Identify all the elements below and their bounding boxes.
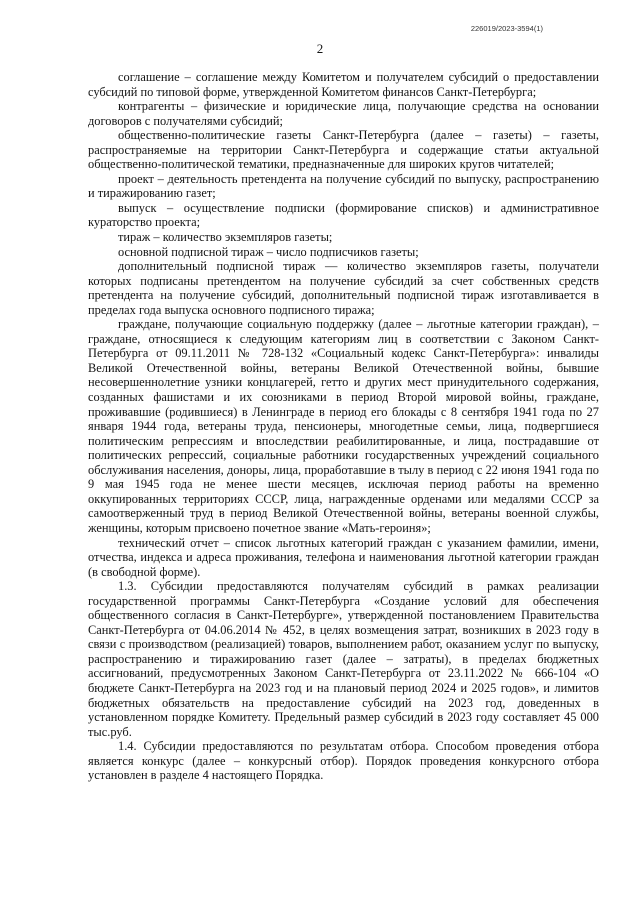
document-body — [88, 70, 599, 783]
paragraph-newspapers: общественно-политические газеты Санкт-Петербурга (далее – газеты) – газеты, распространяемые на территории Санкт-Петербурга и содержащие статьи актуальной общественно-политической тематики, предназначенные для широких кругов читателей; — [88, 128, 599, 172]
paragraph-contractors: контрагенты – физические и юридические лица, получающие средства на основании договоров с получателями субсидий; — [88, 99, 599, 128]
paragraph-technical-report: технический отчет – список льготных категорий граждан с указанием фамилии, имени, отчества, индекса и адреса проживания, телефона и наименования льготной категории граждан (в свободной форме). — [88, 535, 599, 579]
paragraph-beneficiary-citizens: граждане, получающие социальную поддержку (далее – льготные категории граждан), – граждане, относящиеся к следующим категориям лиц в соответствии с Законом Санкт-Петербурга от 09.11.2011 № 728-132 «Социальный кодекс Санкт-Петербурга»: инвалиды Великой Отечественной войны, ветераны Великой Отечественной войны, бывшие несовершеннолетние узники концлагерей, гетто и других мест принудительного содержания, созданных фашистами и их союзниками в период Второй мировой войны, граждане, проживавшие (родившиеся) в Ленинграде в период его блокады с 8 сентября 1941 года по 27 января 1944 года, ветераны труда, пенсионеры, многодетные семьи, лица, подвергшиеся политическим репрессиям и впоследствии реабилитированные, и лица, пострадавшие от политических репрессий, социальные работники государственных учреждений социального обслуживания населения, доноры, лица, проработавшие в тылу в период с 22 июня 1941 года по 9 мая 1945 года не менее шести месяцев, исключая период работы на временно оккупированных территориях СССР, лица, награжденные орденами или медалями СССР за самоотверженный труд в период Великой Отечественной войны, ветераны военной службы, женщины, которым присвоено почетное звание «Мать-героиня»; — [88, 317, 599, 535]
paragraph-1-3: 1.3. Субсидии предоставляются получателям субсидий в рамках реализации государственной программы Санкт-Петербурга «Создание условий для обеспечения общественного согласия в Санкт-Петербурге», утвержденной постановлением Правительства Санкт-Петербурга от 04.06.2014 № 452, в целях возмещения затрат, возникших в 2023 году в связи с производством (реализацией) товаров, выполнением работ, оказанием услуг по выпуску, распространению и тиражированию газет (далее – затраты), в пределах бюджетных ассигнований, предусмотренных Законом Санкт-Петербурга от 23.11.2022 № 666-104 «О бюджете Санкт-Петербурга на 2023 год и на плановый период 2024 и 2025 годов», и лимитов бюджетных обязательств на предоставление субсидий на 2023 год, доведенных в установленном порядке Комитету. Предельный размер субсидий в 2023 году составляет 45 000 тыс.руб. — [88, 579, 599, 739]
paragraph-issue: выпуск – осуществление подписки (формирование списков) и административное кураторство проекта; — [88, 200, 599, 230]
paragraph-circulation: тираж – количество экземпляров газеты; — [118, 230, 333, 245]
paragraph-1-4: 1.4. Субсидии предоставляются по результатам отбора. Способом проведения отбора является конкурс (далее – конкурсный отбор). Порядок проведения конкурсного отбора установлен в разделе 4 настоящего Порядка. — [88, 739, 599, 783]
paragraph-agreement: соглашение – соглашение между Комитетом и получателем субсидий о предоставлении субсидий по типовой форме, утвержденной Комитетом финансов Санкт-Петербурга; — [88, 70, 599, 99]
page-number: 2 — [316, 41, 324, 56]
paragraph-main-subscription: основной подписной тираж – число подписчиков газеты; — [118, 244, 419, 259]
paragraph-additional-subscription: дополнительный подписной тираж — количество экземпляров газеты, получатели которых подписаны претендентом на получение субсидий за счет собственных средств претендента на получение субсидий, дополнительный подписной тираж изготавливается в пределах года выпуска основного подписного тиража; — [88, 259, 599, 317]
paragraph-project: проект – деятельность претендента на получение субсидий по выпуску, распространению и тиражированию газет; — [88, 171, 599, 201]
document-number: 226019/2023-3594(1) — [470, 24, 543, 33]
